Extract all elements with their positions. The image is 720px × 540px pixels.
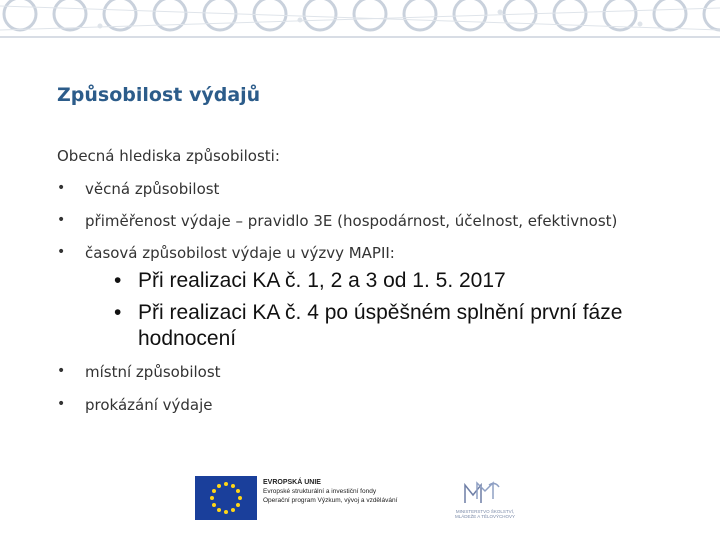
eu-funds-line: Evropské strukturální a investiční fondy: [263, 488, 377, 495]
bullet: •: [57, 363, 66, 379]
eu-program-line: Operační program Výzkum, vývoj a vzdělávání: [263, 497, 398, 504]
sub-list-item-text: Při realizaci KA č. 1, 2 a 3 od 1. 5. 2017: [138, 269, 506, 292]
bullet: •: [57, 244, 66, 260]
list-item-text: přiměřenost výdaje – pravidlo 3E (hospodárnost, účelnost, efektivnost): [85, 212, 618, 230]
bullet: •: [114, 269, 122, 292]
msmt-monogram-icon: [443, 479, 523, 509]
bullet: •: [114, 301, 122, 324]
eu-stars-icon: [195, 476, 257, 520]
sub-list-item-text: Při realizaci KA č. 4 po úspěšném splnění první fáze hodnocení: [138, 301, 623, 350]
bullet: •: [57, 180, 66, 196]
eu-caption: [263, 478, 397, 505]
list-item-text: věcná způsobilost: [85, 180, 220, 198]
eu-heading: EVROPSKÁ UNIE: [263, 479, 321, 486]
bullet: •: [57, 212, 66, 228]
decorative-pattern: [0, 0, 720, 36]
banner-divider: [0, 36, 720, 38]
list-item-text: časová způsobilost výdaje u výzvy MAPII:: [85, 244, 395, 262]
slide-title: Způsobilost výdajů: [57, 84, 261, 106]
ministry-line1: MINISTERSTVO ŠKOLSTVÍ,: [455, 509, 515, 514]
eu-flag-logo: [195, 476, 257, 520]
ministry-caption: [443, 509, 527, 519]
list-item-text: prokázání výdaje: [85, 396, 213, 414]
header-banner: [0, 0, 720, 36]
footer-logos: [195, 476, 535, 522]
bullet: •: [57, 396, 66, 412]
ministry-line2: MLÁDEŽE A TĚLOVÝCHOVY: [455, 514, 515, 519]
list-item-text: místní způsobilost: [85, 363, 221, 381]
ministry-logo: [443, 479, 523, 519]
lead-text: Obecná hlediska způsobilosti:: [57, 147, 280, 165]
